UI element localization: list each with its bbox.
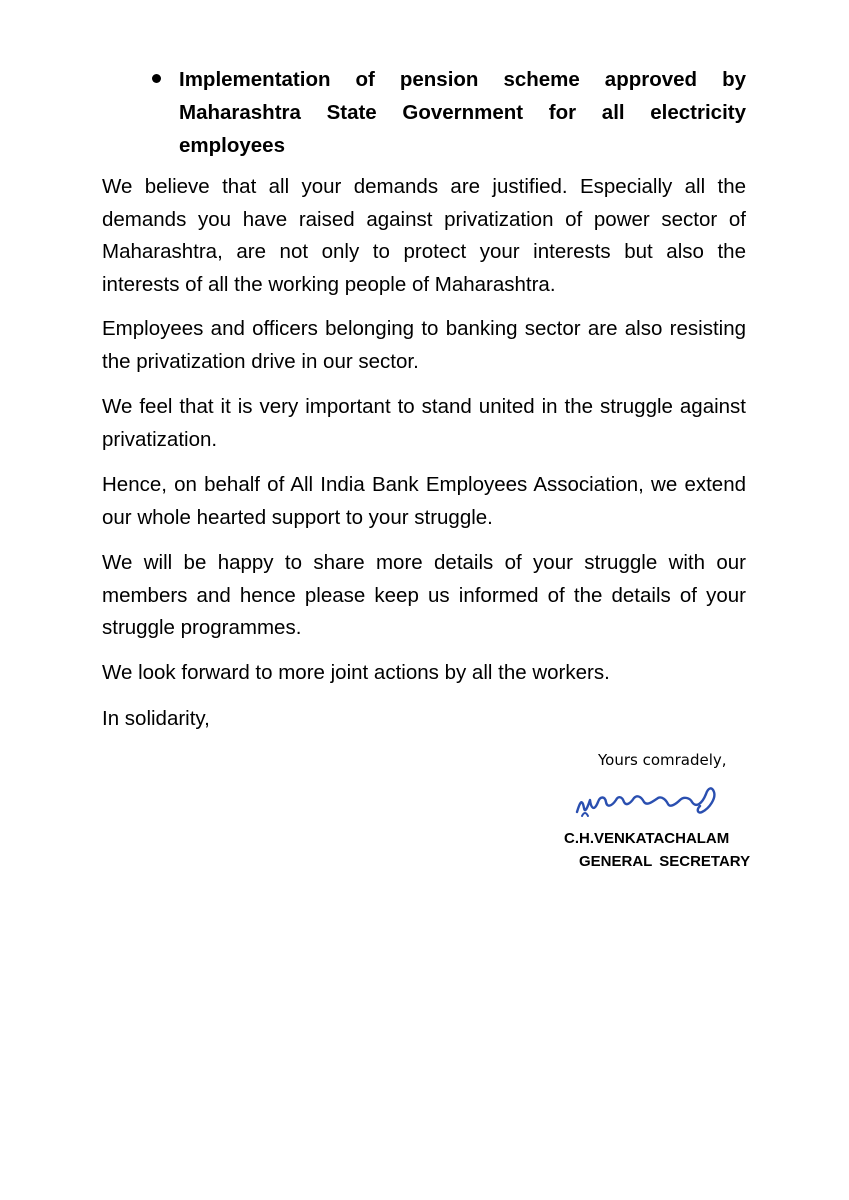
paragraph-share-details: We will be happy to share more details of your struggle with our members and hence please keep us informed of the details of your struggle programmes.: [102, 551, 746, 639]
paragraph-demands-justified: We believe that all your demands are justified. Especially all the demands you have raised against privatization of power sector of Maharashtra, are not only to protect your interests but also the interests of all the working people of Maharashtra.: [102, 175, 746, 296]
paragraph-joint-actions: We look forward to more joint actions by all the workers.: [102, 661, 610, 684]
bullet-dot-icon: [152, 74, 161, 83]
paragraph-banking-sector: Employees and officers belonging to banking sector are also resisting the privatization drive in our sector.: [102, 317, 746, 373]
signatory-title: GENERAL SECRETARY: [579, 853, 751, 870]
signatory-name: C.H.VENKATACHALAM: [564, 830, 730, 847]
paragraph-stand-united: We feel that it is very important to stand united in the struggle against privatization.: [102, 395, 746, 451]
signature-image: [572, 778, 722, 822]
salutation-solidarity: In solidarity,: [102, 707, 210, 730]
closing-line: Yours comradely,: [598, 751, 727, 769]
paragraph-support: Hence, on behalf of All India Bank Employees Association, we extend our whole hearted support to your struggle.: [102, 473, 746, 529]
bullet-item-text: Implementation of pension scheme approved by Maharashtra State Government for all electricity employees: [179, 68, 746, 157]
